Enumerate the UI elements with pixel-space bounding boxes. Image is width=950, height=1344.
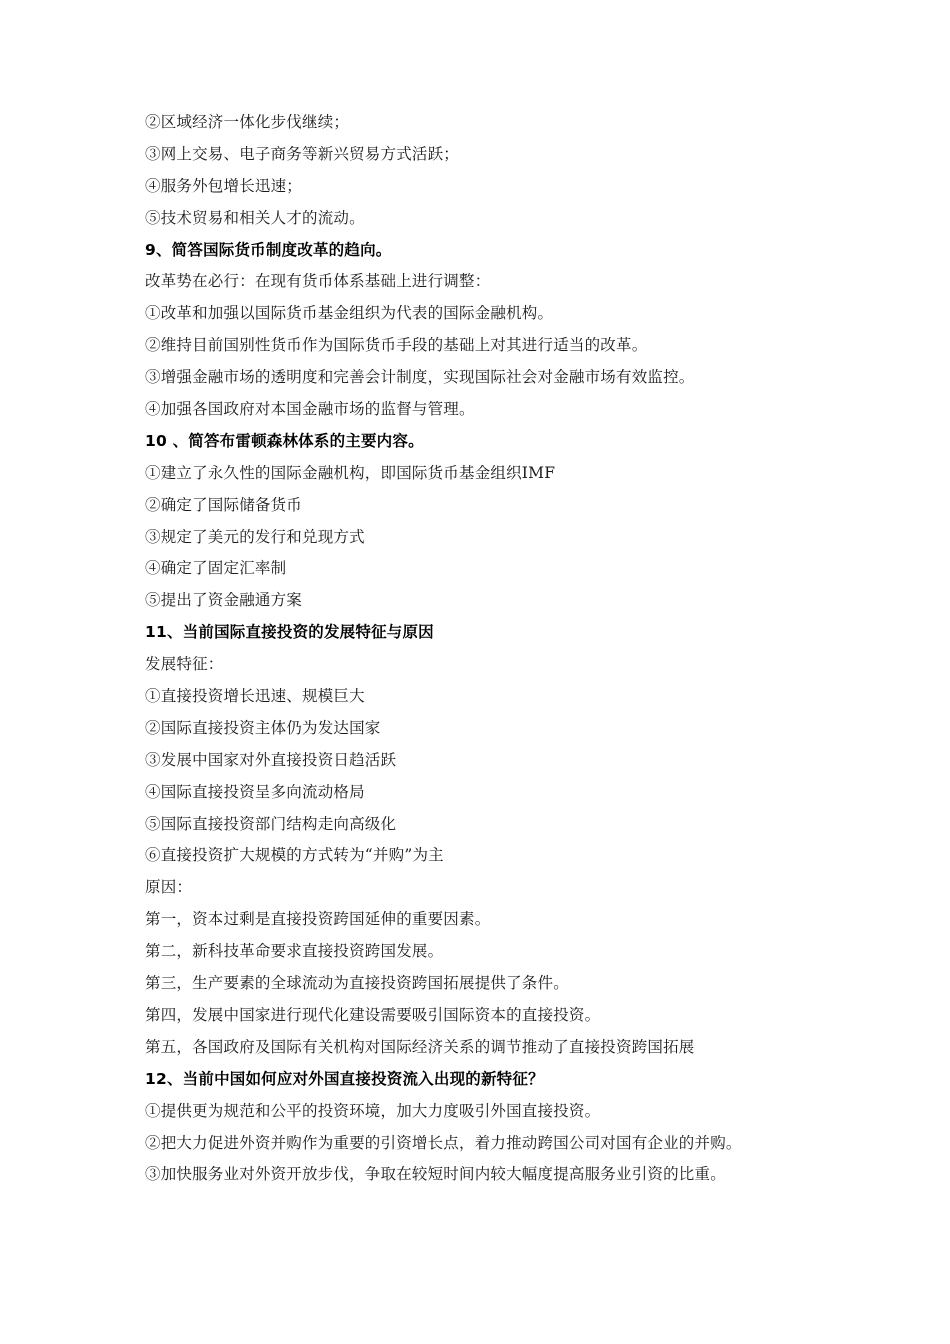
text-line: ②维持目前国别性货币作为国际货币手段的基础上对其进行适当的改革。 <box>145 336 648 355</box>
text-line: 第四，发展中国家进行现代化建设需要吸引国际资本的直接投资。 <box>145 1005 601 1024</box>
text-line: ④服务外包增长迅速； <box>145 176 303 195</box>
text-line: 改革势在必行：在现有货币体系基础上进行调整： <box>145 272 491 291</box>
text-line: ③增强金融市场的透明度和完善会计制度，实现国际社会对金融市场有效监控。 <box>145 368 695 387</box>
text-line: ②国际直接投资主体仍为发达国家 <box>145 718 381 737</box>
text-line: 第一，资本过剩是直接投资跨国延伸的重要因素。 <box>145 910 491 929</box>
text-line: ③规定了美元的发行和兑现方式 <box>145 527 365 546</box>
text-line: ③加快服务业对外资开放步伐，争取在较短时间内较大幅度提高服务业引资的比重。 <box>145 1165 726 1184</box>
text-line: ②区域经济一体化步伐继续； <box>145 113 350 131</box>
text-line: ④加强各国政府对本国金融市场的监督与管理。 <box>145 400 475 419</box>
text-line: ②确定了国际储备货币 <box>145 495 303 514</box>
text-line: 发展特征： <box>145 655 224 674</box>
text-line: ③网上交易、电子商务等新兴贸易方式活跃； <box>145 144 460 163</box>
text-line: ②把大力促进外资并购作为重要的引资增长点，着力推动跨国公司对国有企业的并购。 <box>145 1133 742 1152</box>
text-line: 第五，各国政府及国际有关机构对国际经济关系的调节推动了直接投资跨国拓展 <box>145 1037 695 1056</box>
text-line: ⑤国际直接投资部门结构走向高级化 <box>145 814 397 833</box>
section-heading: 11、当前国际直接投资的发展特征与原因 <box>145 623 434 642</box>
section-heading: 12、当前中国如何应对外国直接投资流入出现的新特征？ <box>145 1069 544 1088</box>
text-line: 第三，生产要素的全球流动为直接投资跨国拓展提供了条件。 <box>145 974 569 993</box>
text-line: 原因： <box>145 878 193 897</box>
text-line: ①提供更为规范和公平的投资环境，加大力度吸引外国直接投资。 <box>145 1101 601 1120</box>
text-line: ①改革和加强以国际货币基金组织为代表的国际金融机构。 <box>145 304 554 323</box>
text-line: ③发展中国家对外直接投资日趋活跃 <box>145 750 397 769</box>
text-line: ⑤提出了资金融通方案 <box>145 591 303 610</box>
section-heading: 10 、简答布雷顿森林体系的主要内容。 <box>145 431 424 450</box>
text-line: ④国际直接投资呈多向流动格局 <box>145 782 365 801</box>
text-line: ①直接投资增长迅速、规模巨大 <box>145 687 365 706</box>
text-line: ⑤技术贸易和相关人才的流动。 <box>145 208 365 227</box>
text-line: ①建立了永久性的国际金融机构，即国际货币基金组织IMF <box>145 463 556 482</box>
text-line: ④确定了固定汇率制 <box>145 559 287 578</box>
text-line: ⑥直接投资扩大规模的方式转为“并购”为主 <box>145 846 444 865</box>
text-line: 第二，新科技革命要求直接投资跨国发展。 <box>145 942 444 961</box>
section-heading: 9、简答国际货币制度改革的趋向。 <box>145 240 392 259</box>
document-body <box>145 107 825 1191</box>
